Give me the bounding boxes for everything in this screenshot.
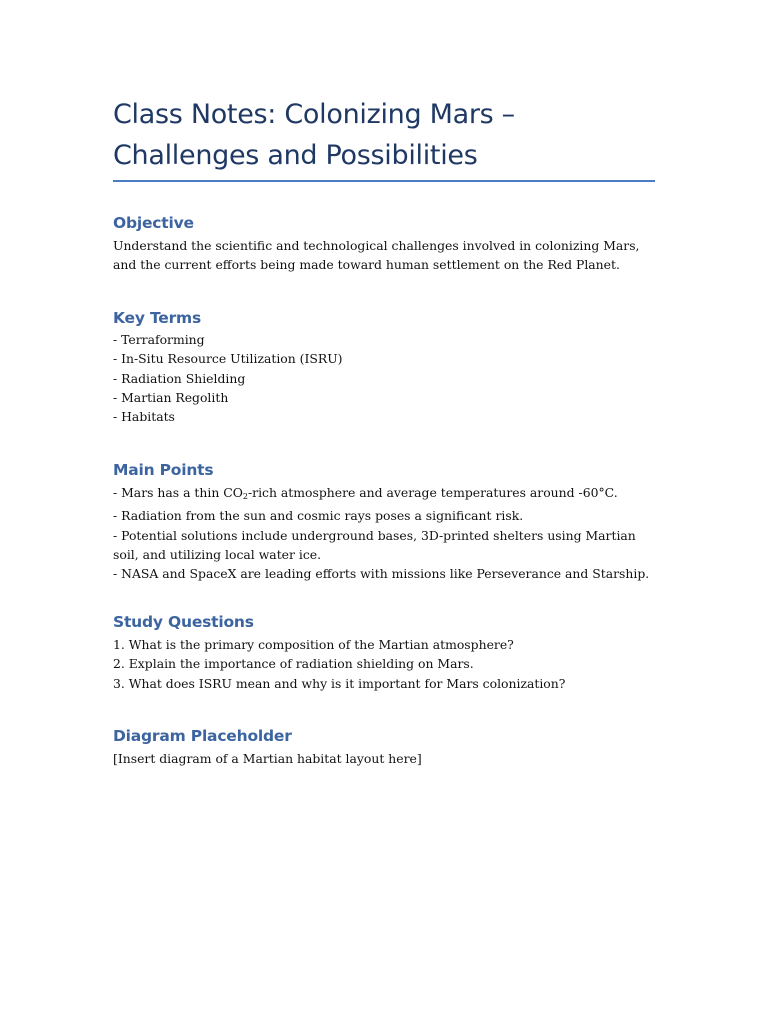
main-point-item: - NASA and SpaceX are leading efforts with missions like Perseverance and Starship. [113,566,650,582]
main-point-item: - Radiation from the sun and cosmic rays poses a significant risk. [113,508,524,524]
key-terms-section [113,308,656,426]
main-points-section [113,460,656,583]
key-terms-list [113,330,656,426]
key-term-item: - Radiation Shielding [113,370,246,386]
study-question-item: 1. What is the primary composition of the Martian atmosphere? [113,637,514,652]
key-term-item: - In-Situ Resource Utilization (ISRU) [113,351,343,367]
study-questions-heading: Study Questions [113,613,254,631]
main-point-item [113,483,656,506]
main-points-list [113,483,656,583]
main-point-text: - Mars has a thin CO [113,485,243,500]
study-questions-section [113,612,656,693]
title-underline [113,180,655,182]
diagram-heading: Diagram Placeholder [113,727,292,745]
objective-heading: Objective [113,214,194,232]
objective-text: Understand the scientific and technological challenges involved in colonizing Mars, and the current efforts being made toward human settlement on the Red Planet. [113,238,640,273]
document-page [113,0,656,766]
main-point-text: -rich atmosphere and average temperatures around -60°C. [247,485,618,500]
study-question-item: 2. Explain the importance of radiation shielding on Mars. [113,656,474,672]
diagram-placeholder-text: [Insert diagram of a Martian habitat layout here] [113,751,422,766]
key-term-item: - Martian Regolith [113,389,229,405]
study-questions-list [113,635,656,693]
objective-section [113,213,656,275]
diagram-section [113,726,656,768]
study-question-item: 3. What does ISRU mean and why is it important for Mars colonization? [113,675,566,691]
subscript-text: 2 [242,492,248,501]
key-term-item: - Habitats [113,409,175,425]
key-terms-heading: Key Terms [113,309,201,327]
main-points-heading: Main Points [113,461,214,479]
document-title: Class Notes: Colonizing Mars – Challenges and Possibilities [113,99,515,171]
key-term-item: - Terraforming [113,332,205,347]
main-point-item: - Potential solutions include underground bases, 3D-printed shelters using Martian soil, and utilizing local water ice. [113,527,636,562]
